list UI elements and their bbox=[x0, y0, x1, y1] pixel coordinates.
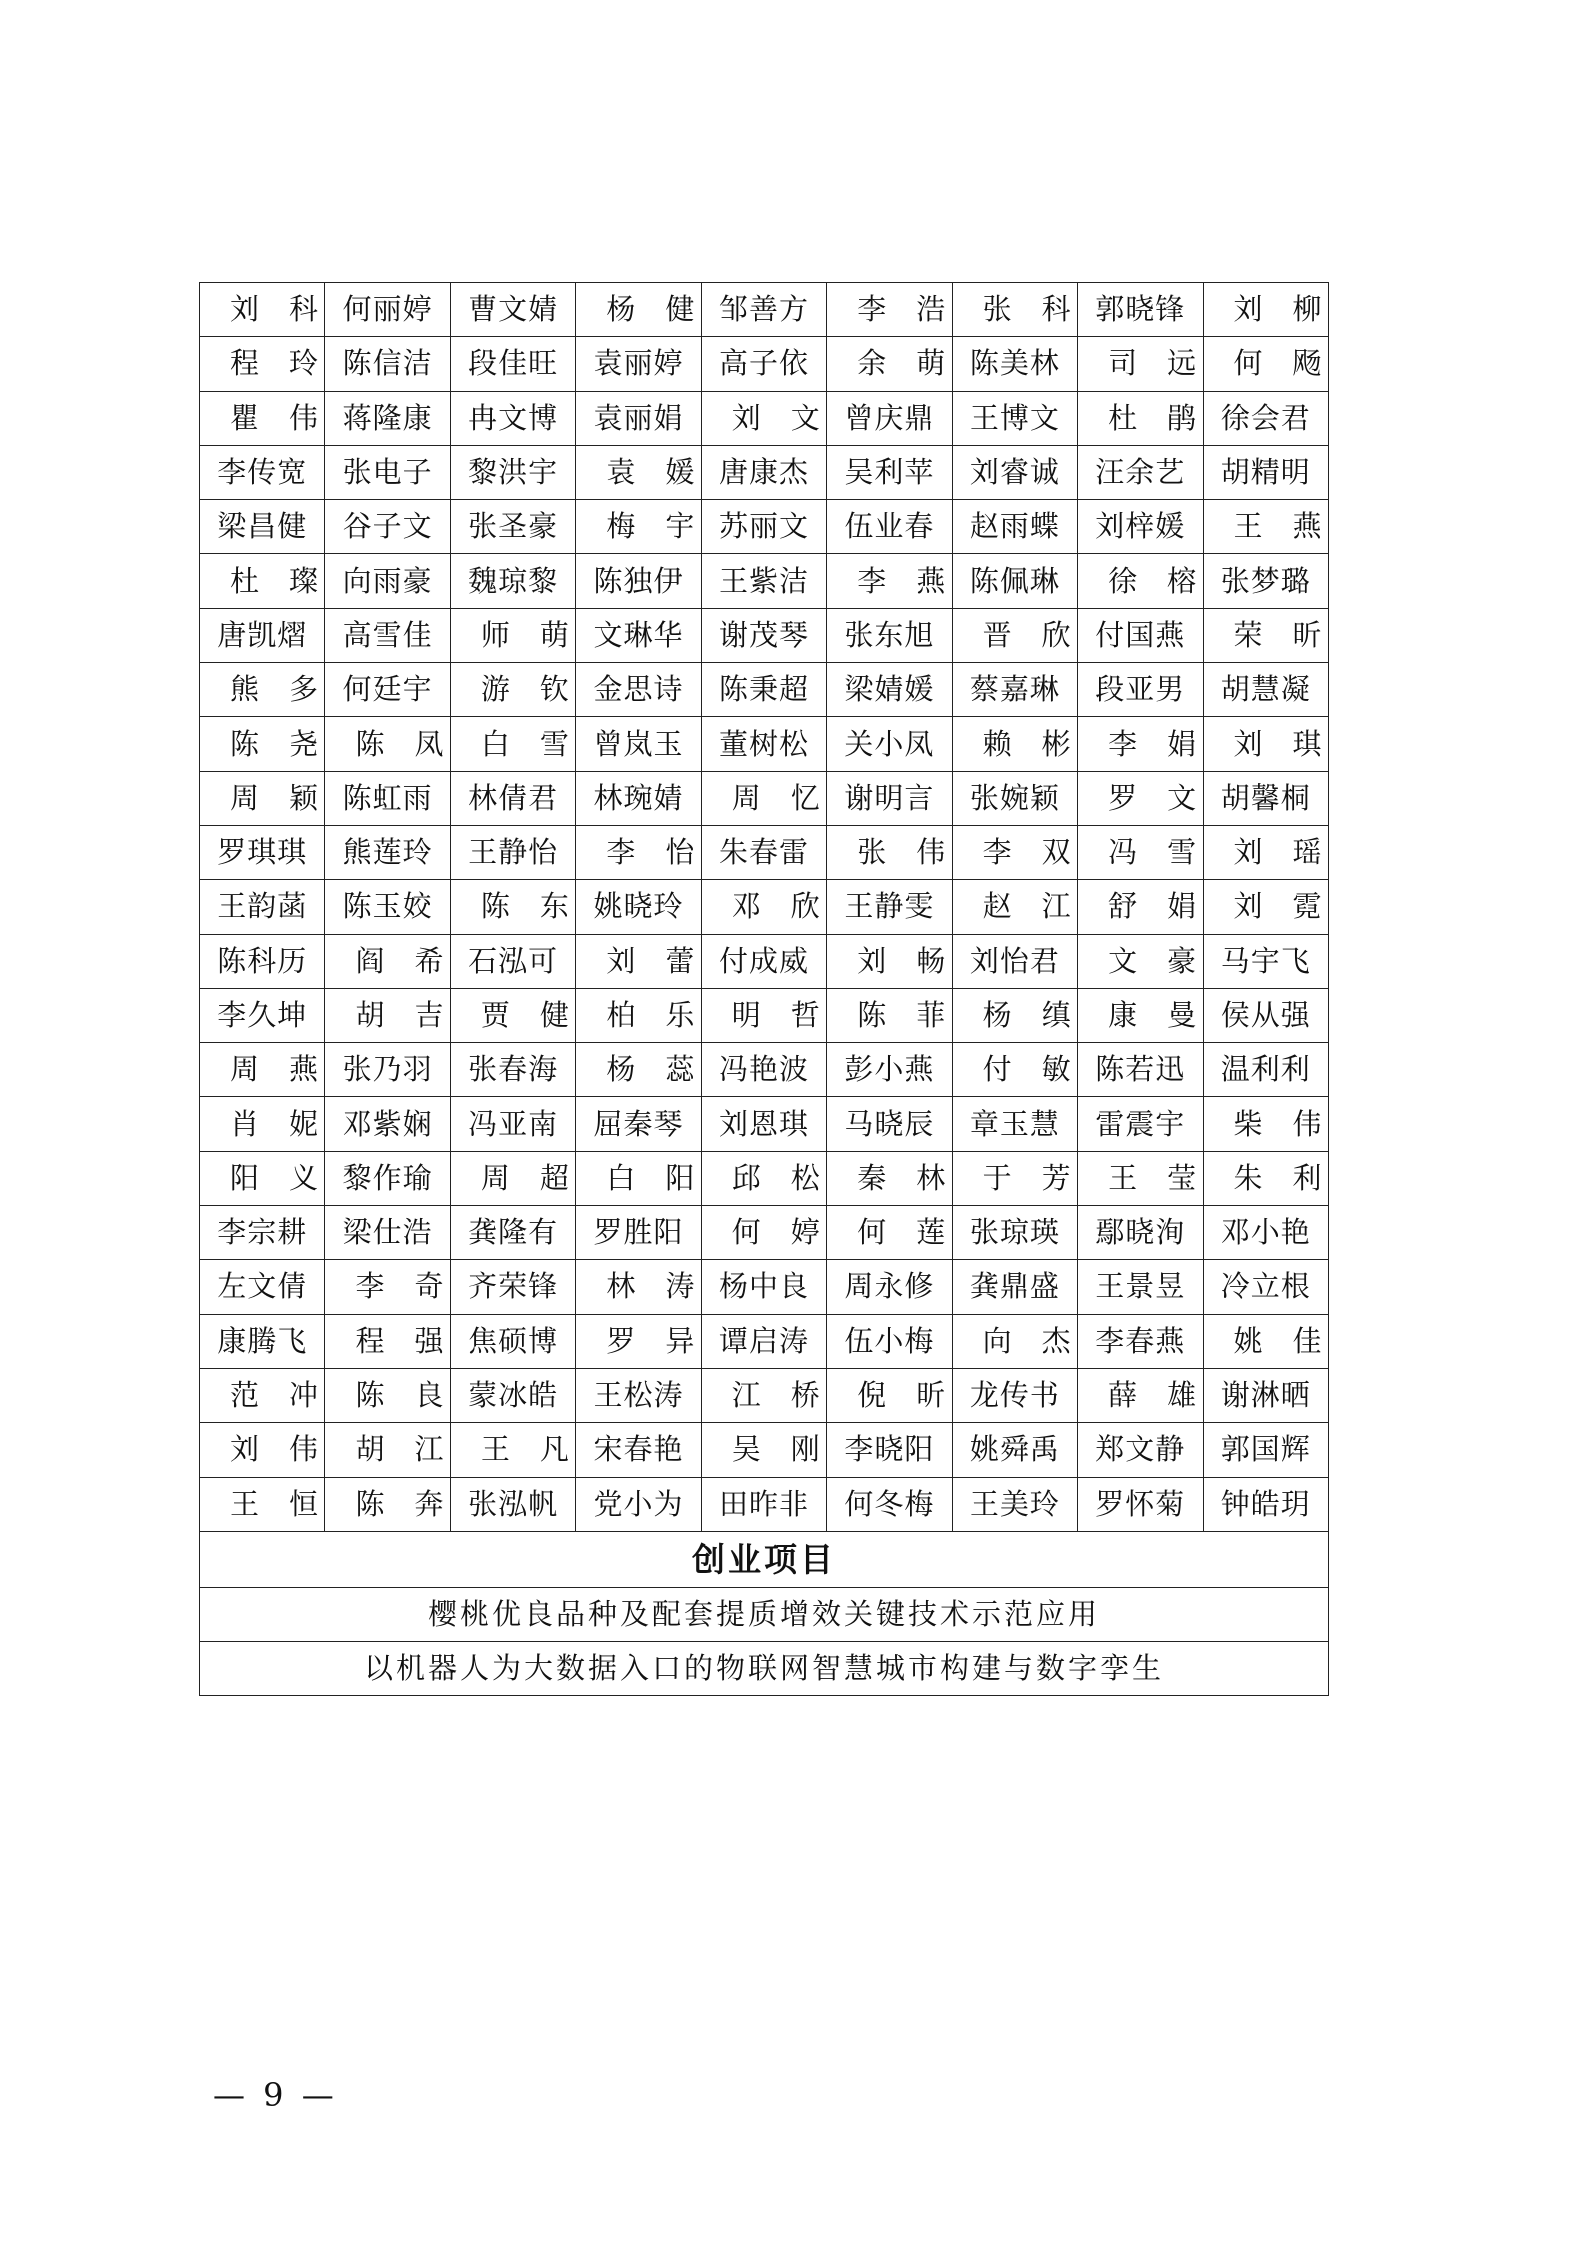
name-cell: 林琬婧 bbox=[576, 771, 701, 825]
name-cell: 王静怡 bbox=[450, 825, 575, 879]
table-row bbox=[200, 608, 1329, 662]
name-cell: 袁媛 bbox=[576, 445, 701, 499]
name-cell: 李双 bbox=[952, 825, 1077, 879]
name-cell: 王景昱 bbox=[1078, 1260, 1203, 1314]
table-row bbox=[200, 934, 1329, 988]
name-cell: 何丽婷 bbox=[325, 283, 450, 337]
name-cell: 明哲 bbox=[701, 988, 826, 1042]
table-row bbox=[200, 1043, 1329, 1097]
name-cell: 焦硕博 bbox=[450, 1314, 575, 1368]
name-cell: 王松涛 bbox=[576, 1368, 701, 1422]
name-cell: 姚佳 bbox=[1203, 1314, 1329, 1368]
name-cell: 薛雄 bbox=[1078, 1368, 1203, 1422]
name-cell: 冯雪 bbox=[1078, 825, 1203, 879]
name-cell: 罗异 bbox=[576, 1314, 701, 1368]
name-cell: 刘文 bbox=[701, 391, 826, 445]
name-cell: 白雪 bbox=[450, 717, 575, 771]
name-cell: 杨蕊 bbox=[576, 1043, 701, 1097]
name-cell: 田昨非 bbox=[701, 1477, 826, 1531]
project-item: 以机器人为大数据入口的物联网智慧城市构建与数字孪生 bbox=[200, 1641, 1329, 1695]
table-row bbox=[200, 825, 1329, 879]
name-cell: 阳义 bbox=[200, 1151, 325, 1205]
table-row bbox=[200, 1368, 1329, 1422]
name-cell: 屈秦琴 bbox=[576, 1097, 701, 1151]
name-cell: 高雪佳 bbox=[325, 608, 450, 662]
table-row bbox=[200, 1206, 1329, 1260]
name-cell: 胡慧凝 bbox=[1203, 663, 1329, 717]
name-cell: 唐凯熠 bbox=[200, 608, 325, 662]
name-cell: 司远 bbox=[1078, 337, 1203, 391]
table-row bbox=[200, 283, 1329, 337]
table-row bbox=[200, 1260, 1329, 1314]
name-cell: 吴利苹 bbox=[827, 445, 952, 499]
name-cell: 谭启涛 bbox=[701, 1314, 826, 1368]
name-cell: 宋春艳 bbox=[576, 1423, 701, 1477]
name-cell: 冯艳波 bbox=[701, 1043, 826, 1097]
name-cell: 石泓可 bbox=[450, 934, 575, 988]
name-cell: 刘梓媛 bbox=[1078, 500, 1203, 554]
name-cell: 柏乐 bbox=[576, 988, 701, 1042]
name-cell: 龙传书 bbox=[952, 1368, 1077, 1422]
table-row bbox=[200, 1097, 1329, 1151]
name-cell: 杨中良 bbox=[701, 1260, 826, 1314]
name-cell: 袁丽婷 bbox=[576, 337, 701, 391]
name-cell: 邓紫娴 bbox=[325, 1097, 450, 1151]
table-row bbox=[200, 663, 1329, 717]
name-cell: 黎洪宇 bbox=[450, 445, 575, 499]
name-cell: 郑文静 bbox=[1078, 1423, 1203, 1477]
name-cell: 徐榕 bbox=[1078, 554, 1203, 608]
name-cell: 冯亚南 bbox=[450, 1097, 575, 1151]
name-cell: 陈秉超 bbox=[701, 663, 826, 717]
name-cell: 胡馨桐 bbox=[1203, 771, 1329, 825]
project-section bbox=[200, 1531, 1329, 1695]
name-cell: 张梦璐 bbox=[1203, 554, 1329, 608]
name-cell: 冷立根 bbox=[1203, 1260, 1329, 1314]
name-cell: 齐荣锋 bbox=[450, 1260, 575, 1314]
name-cell: 伍业春 bbox=[827, 500, 952, 554]
name-cell: 段亚男 bbox=[1078, 663, 1203, 717]
name-cell: 马宇飞 bbox=[1203, 934, 1329, 988]
name-cell: 金思诗 bbox=[576, 663, 701, 717]
name-cell: 党小为 bbox=[576, 1477, 701, 1531]
name-cell: 陈信洁 bbox=[325, 337, 450, 391]
name-cell: 蔡嘉琳 bbox=[952, 663, 1077, 717]
table-row bbox=[200, 1423, 1329, 1477]
name-cell: 梁昌健 bbox=[200, 500, 325, 554]
name-cell: 程强 bbox=[325, 1314, 450, 1368]
name-cell: 张琼瑛 bbox=[952, 1206, 1077, 1260]
name-cell: 张电子 bbox=[325, 445, 450, 499]
table-row bbox=[200, 391, 1329, 445]
name-cell: 胡江 bbox=[325, 1423, 450, 1477]
name-cell: 刘蕾 bbox=[576, 934, 701, 988]
table-row bbox=[200, 717, 1329, 771]
name-cell: 熊莲玲 bbox=[325, 825, 450, 879]
name-cell: 晋欣 bbox=[952, 608, 1077, 662]
table-row bbox=[200, 554, 1329, 608]
name-cell: 郭晓锋 bbox=[1078, 283, 1203, 337]
name-cell: 杜璨 bbox=[200, 554, 325, 608]
name-cell: 赵雨蝶 bbox=[952, 500, 1077, 554]
page-number: — 9 — bbox=[213, 2076, 338, 2114]
name-cell: 何婷 bbox=[701, 1206, 826, 1260]
name-cell: 刘畅 bbox=[827, 934, 952, 988]
name-cell: 江桥 bbox=[701, 1368, 826, 1422]
name-cell: 谢茂琴 bbox=[701, 608, 826, 662]
name-cell: 刘瑶 bbox=[1203, 825, 1329, 879]
name-cell: 王燕 bbox=[1203, 500, 1329, 554]
name-cell: 段佳旺 bbox=[450, 337, 575, 391]
name-cell: 张圣豪 bbox=[450, 500, 575, 554]
name-cell: 朱春雷 bbox=[701, 825, 826, 879]
name-cell: 周颖 bbox=[200, 771, 325, 825]
name-cell: 梁婧媛 bbox=[827, 663, 952, 717]
name-cell: 柴伟 bbox=[1203, 1097, 1329, 1151]
name-cell: 林涛 bbox=[576, 1260, 701, 1314]
name-cell: 罗胜阳 bbox=[576, 1206, 701, 1260]
name-cell: 袁丽娟 bbox=[576, 391, 701, 445]
name-cell: 付国燕 bbox=[1078, 608, 1203, 662]
name-cell: 胡精明 bbox=[1203, 445, 1329, 499]
name-cell: 余萌 bbox=[827, 337, 952, 391]
name-cell: 马晓辰 bbox=[827, 1097, 952, 1151]
name-cell: 李晓阳 bbox=[827, 1423, 952, 1477]
name-cell: 曾庆鼎 bbox=[827, 391, 952, 445]
name-cell: 冉文博 bbox=[450, 391, 575, 445]
name-cell: 白阳 bbox=[576, 1151, 701, 1205]
name-cell: 张伟 bbox=[827, 825, 952, 879]
table-row bbox=[200, 500, 1329, 554]
name-cell: 向杰 bbox=[952, 1314, 1077, 1368]
name-cell: 周永修 bbox=[827, 1260, 952, 1314]
name-cell: 肖妮 bbox=[200, 1097, 325, 1151]
name-cell: 刘霓 bbox=[1203, 880, 1329, 934]
name-cell: 何莲 bbox=[827, 1206, 952, 1260]
name-cell: 谢淋晒 bbox=[1203, 1368, 1329, 1422]
name-cell: 向雨豪 bbox=[325, 554, 450, 608]
name-cell: 杨缜 bbox=[952, 988, 1077, 1042]
name-cell: 关小凤 bbox=[827, 717, 952, 771]
name-cell: 林倩君 bbox=[450, 771, 575, 825]
name-cell: 赖彬 bbox=[952, 717, 1077, 771]
name-cell: 李奇 bbox=[325, 1260, 450, 1314]
names-table-body bbox=[200, 283, 1352, 1532]
name-cell: 刘睿诚 bbox=[952, 445, 1077, 499]
name-cell: 张春海 bbox=[450, 1043, 575, 1097]
name-cell: 王莹 bbox=[1078, 1151, 1203, 1205]
name-cell: 王静雯 bbox=[827, 880, 952, 934]
name-cell: 于芳 bbox=[952, 1151, 1077, 1205]
name-cell: 范冲 bbox=[200, 1368, 325, 1422]
name-cell: 周燕 bbox=[200, 1043, 325, 1097]
name-cell: 李浩 bbox=[827, 283, 952, 337]
name-cell: 赵江 bbox=[952, 880, 1077, 934]
table-row bbox=[200, 771, 1329, 825]
name-cell: 荣昕 bbox=[1203, 608, 1329, 662]
name-cell: 李春燕 bbox=[1078, 1314, 1203, 1368]
name-cell: 张科 bbox=[952, 283, 1077, 337]
name-cell: 游钦 bbox=[450, 663, 575, 717]
name-cell: 陈凤 bbox=[325, 717, 450, 771]
name-cell: 王凡 bbox=[450, 1423, 575, 1477]
table-row bbox=[200, 988, 1329, 1042]
name-cell: 蒋隆康 bbox=[325, 391, 450, 445]
name-cell: 王韵菡 bbox=[200, 880, 325, 934]
name-cell: 文琳华 bbox=[576, 608, 701, 662]
name-cell: 罗怀菊 bbox=[1078, 1477, 1203, 1531]
name-cell: 王美玲 bbox=[952, 1477, 1077, 1531]
name-cell: 师萌 bbox=[450, 608, 575, 662]
name-cell: 罗文 bbox=[1078, 771, 1203, 825]
name-cell: 张婉颖 bbox=[952, 771, 1077, 825]
name-cell: 何廷宇 bbox=[325, 663, 450, 717]
name-cell: 徐会君 bbox=[1203, 391, 1329, 445]
name-cell: 陈科历 bbox=[200, 934, 325, 988]
name-cell: 刘伟 bbox=[200, 1423, 325, 1477]
name-cell: 杨健 bbox=[576, 283, 701, 337]
project-row bbox=[200, 1587, 1329, 1641]
section-title: 创业项目 bbox=[200, 1531, 1329, 1587]
name-cell: 苏丽文 bbox=[701, 500, 826, 554]
name-cell: 何冬梅 bbox=[827, 1477, 952, 1531]
name-cell: 陈菲 bbox=[827, 988, 952, 1042]
name-cell: 瞿伟 bbox=[200, 391, 325, 445]
name-cell: 舒娟 bbox=[1078, 880, 1203, 934]
name-cell: 贾健 bbox=[450, 988, 575, 1042]
name-cell: 陈尧 bbox=[200, 717, 325, 771]
name-cell: 龚隆有 bbox=[450, 1206, 575, 1260]
name-cell: 曹文婧 bbox=[450, 283, 575, 337]
name-cell: 梅宇 bbox=[576, 500, 701, 554]
name-cell: 刘怡君 bbox=[952, 934, 1077, 988]
name-cell: 周忆 bbox=[701, 771, 826, 825]
name-cell: 张泓帆 bbox=[450, 1477, 575, 1531]
name-cell: 龚鼎盛 bbox=[952, 1260, 1077, 1314]
table-row bbox=[200, 1151, 1329, 1205]
name-cell: 伍小梅 bbox=[827, 1314, 952, 1368]
name-cell: 黎作瑜 bbox=[325, 1151, 450, 1205]
name-cell: 陈独伊 bbox=[576, 554, 701, 608]
project-item: 樱桃优良品种及配套提质增效关键技术示范应用 bbox=[200, 1587, 1329, 1641]
name-cell: 陈奔 bbox=[325, 1477, 450, 1531]
name-cell: 彭小燕 bbox=[827, 1043, 952, 1097]
name-cell: 姚舜禹 bbox=[952, 1423, 1077, 1477]
name-cell: 梁仕浩 bbox=[325, 1206, 450, 1260]
name-cell: 邱松 bbox=[701, 1151, 826, 1205]
name-cell: 姚晓玲 bbox=[576, 880, 701, 934]
name-cell: 吴刚 bbox=[701, 1423, 826, 1477]
name-cell: 刘琪 bbox=[1203, 717, 1329, 771]
table-row bbox=[200, 445, 1329, 499]
name-cell: 郭国辉 bbox=[1203, 1423, 1329, 1477]
name-cell: 邓小艳 bbox=[1203, 1206, 1329, 1260]
table-row bbox=[200, 880, 1329, 934]
name-cell: 唐康杰 bbox=[701, 445, 826, 499]
names-table bbox=[199, 282, 1352, 1696]
name-cell: 董树松 bbox=[701, 717, 826, 771]
name-cell: 钟皓玥 bbox=[1203, 1477, 1329, 1531]
name-cell: 陈玉姣 bbox=[325, 880, 450, 934]
name-cell: 张东旭 bbox=[827, 608, 952, 662]
name-cell: 高子依 bbox=[701, 337, 826, 391]
name-cell: 陈美林 bbox=[952, 337, 1077, 391]
name-cell: 温利利 bbox=[1203, 1043, 1329, 1097]
section-title-row bbox=[200, 1531, 1329, 1587]
name-cell: 康曼 bbox=[1078, 988, 1203, 1042]
name-cell: 邓欣 bbox=[701, 880, 826, 934]
name-cell: 周超 bbox=[450, 1151, 575, 1205]
name-cell: 陈虹雨 bbox=[325, 771, 450, 825]
name-cell: 鄢晓洵 bbox=[1078, 1206, 1203, 1260]
name-cell: 付敏 bbox=[952, 1043, 1077, 1097]
name-cell: 王紫洁 bbox=[701, 554, 826, 608]
name-cell: 魏琼黎 bbox=[450, 554, 575, 608]
name-cell: 李传宽 bbox=[200, 445, 325, 499]
name-cell: 邹善方 bbox=[701, 283, 826, 337]
name-cell: 程玲 bbox=[200, 337, 325, 391]
name-cell: 蒙冰皓 bbox=[450, 1368, 575, 1422]
name-cell: 罗琪琪 bbox=[200, 825, 325, 879]
name-cell: 谷子文 bbox=[325, 500, 450, 554]
name-cell: 侯从强 bbox=[1203, 988, 1329, 1042]
name-cell: 王恒 bbox=[200, 1477, 325, 1531]
name-cell: 李燕 bbox=[827, 554, 952, 608]
name-cell: 王博文 bbox=[952, 391, 1077, 445]
name-cell: 陈东 bbox=[450, 880, 575, 934]
name-cell: 李宗耕 bbox=[200, 1206, 325, 1260]
name-cell: 汪余艺 bbox=[1078, 445, 1203, 499]
name-cell: 付成威 bbox=[701, 934, 826, 988]
name-cell: 谢明言 bbox=[827, 771, 952, 825]
table-row bbox=[200, 1477, 1329, 1531]
name-cell: 李怡 bbox=[576, 825, 701, 879]
name-cell: 刘恩琪 bbox=[701, 1097, 826, 1151]
name-cell: 倪昕 bbox=[827, 1368, 952, 1422]
name-cell: 陈若迅 bbox=[1078, 1043, 1203, 1097]
name-cell: 胡吉 bbox=[325, 988, 450, 1042]
name-cell: 文豪 bbox=[1078, 934, 1203, 988]
table-row bbox=[200, 337, 1329, 391]
name-cell: 康腾飞 bbox=[200, 1314, 325, 1368]
name-cell: 李久坤 bbox=[200, 988, 325, 1042]
name-cell: 陈良 bbox=[325, 1368, 450, 1422]
name-cell: 杜鹃 bbox=[1078, 391, 1203, 445]
name-cell: 朱利 bbox=[1203, 1151, 1329, 1205]
name-cell: 熊多 bbox=[200, 663, 325, 717]
name-cell: 何飏 bbox=[1203, 337, 1329, 391]
table-row bbox=[200, 1314, 1329, 1368]
name-cell: 左文倩 bbox=[200, 1260, 325, 1314]
project-row bbox=[200, 1641, 1329, 1695]
name-cell: 雷震宇 bbox=[1078, 1097, 1203, 1151]
name-cell: 章玉慧 bbox=[952, 1097, 1077, 1151]
name-cell: 秦林 bbox=[827, 1151, 952, 1205]
name-cell: 阎希 bbox=[325, 934, 450, 988]
name-cell: 李娟 bbox=[1078, 717, 1203, 771]
name-cell: 刘科 bbox=[200, 283, 325, 337]
name-cell: 曾岚玉 bbox=[576, 717, 701, 771]
name-cell: 陈佩琳 bbox=[952, 554, 1077, 608]
name-cell: 张乃羽 bbox=[325, 1043, 450, 1097]
name-cell: 刘柳 bbox=[1203, 283, 1329, 337]
